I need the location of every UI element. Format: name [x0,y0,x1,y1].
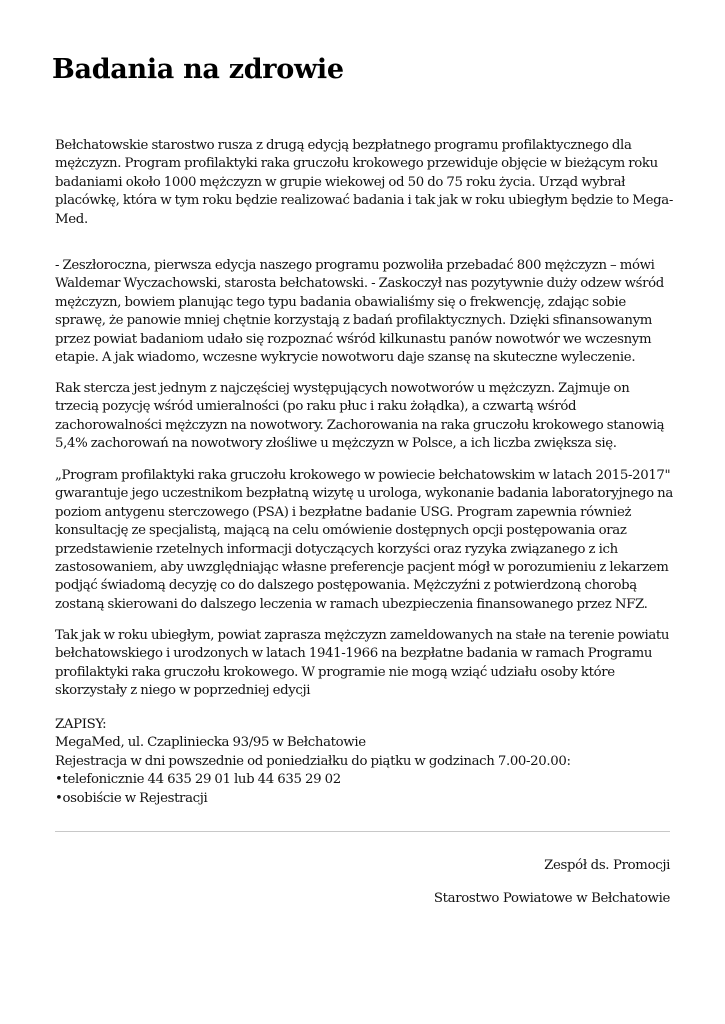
quote-paragraph: - Zeszłoroczna, pierwsza edycja naszego programu pozwoliła przebadać 800 mężczyzn – mówi Waldemar Wyczachowski, starosta bełchatowski. - Zaskoczył nas pozytywnie duży odzew wśród mężczyzn, bowiem planując tego typu badania obawialiśmy się o frekwencję, zdając sobie sprawę, że panowie mniej chętnie korzystają z badań profilaktycznych. Dzięki sfinansowanym przez powiat badaniom udało się rozpoznać wśród kilkunastu panów nowotwór we wczesnym etapie. A jak wiadomo, wczesne wykrycie nowotworu daje szansę na skuteczne wyleczenie. [55,258,664,366]
phone-registration: •telefonicznie 44 635 29 01 lub 44 635 29 02 [55,772,341,788]
statistics-paragraph: Rak stercza jest jednym z najczęściej występujących nowotworów u mężczyzn. Zajmuje on trzecią pozycję wśród umieralności (po raku płuc i raku żołądka), a czwartą wśród zachorowalności mężczyzn na nowotwory. Zachorowania na raka gruczołu krokowego stanowią 5,4% zachorowań na nowotwory złośliwe u mężczyzn w Polsce, a ich liczba zwiększa się. [55,381,665,452]
clinic-address: MegaMed, ul. Czapliniecka 93/95 w Bełchatowie [55,735,366,751]
intro-paragraph: Bełchatowskie starostwo rusza z drugą edycją bezpłatnego programu profilaktycznego dla mężczyzn. Program profilaktyki raka gruczołu krokowego przewiduje objęcie w bieżącym roku badaniami około 1000 mężczyzn w grupie wiekowej od 50 do 75 roku życia. Urząd wybrał placówkę, która w tym roku będzie realizować badania i tak jak w roku ubiegłym będzie to Mega-Med. [55,138,673,227]
eligibility-paragraph: Tak jak w roku ubiegłym, powiat zaprasza mężczyzn zameldowanych na stałe na terenie powiatu bełchatowskiego i urodzonych w latach 1941-1966 na bezpłatne badania w ramach Programu profilaktyki raka gruczołu krokowego. W programie nie mogą wziąć udziału osoby które skorzystały z niego w poprzedniej edycji [55,628,670,699]
registration-block [55,716,675,808]
signature-team: Zespół ds. Promocji [544,858,670,873]
program-details-paragraph: „Program profilaktyki raka gruczołu krokowego w powiecie bełchatowskim w latach 2015-2017" gwarantuje jego uczestnikom bezpłatną wizytę u urologa, wykonanie badania laboratoryjnego na poziom antygenu sterczowego (PSA) i bezpłatne badanie USG. Program zapewnia również konsultację ze specjalistą, mającą na celu omówienie dostępnych opcji postępowania oraz przedstawienie rzetelnych informacji dotyczących korzyści oraz ryzyka związanego z ich zastosowaniem, aby uwzględniając własne preferencje pacjent mógł w porozumieniu z lekarzem podjąć świadomą decyzję co do dalszego postępowania. Mężczyźni z potwierdzoną chorobą zostaną skierowani do dalszego leczenia w ramach ubezpieczenia finansowanego przez NFZ. [55,468,673,612]
registration-hours: Rejestracja w dni powszednie od poniedziałku do piątku w godzinach 7.00-20.00: [55,753,571,769]
registration-heading: ZAPISY: [55,717,107,732]
divider [55,831,670,832]
page-title: Badania na zdrowie [52,54,344,85]
signature-office: Starostwo Powiatowe w Bełchatowie [433,891,670,906]
in-person-registration: •osobiście w Rejestracji [55,790,208,806]
